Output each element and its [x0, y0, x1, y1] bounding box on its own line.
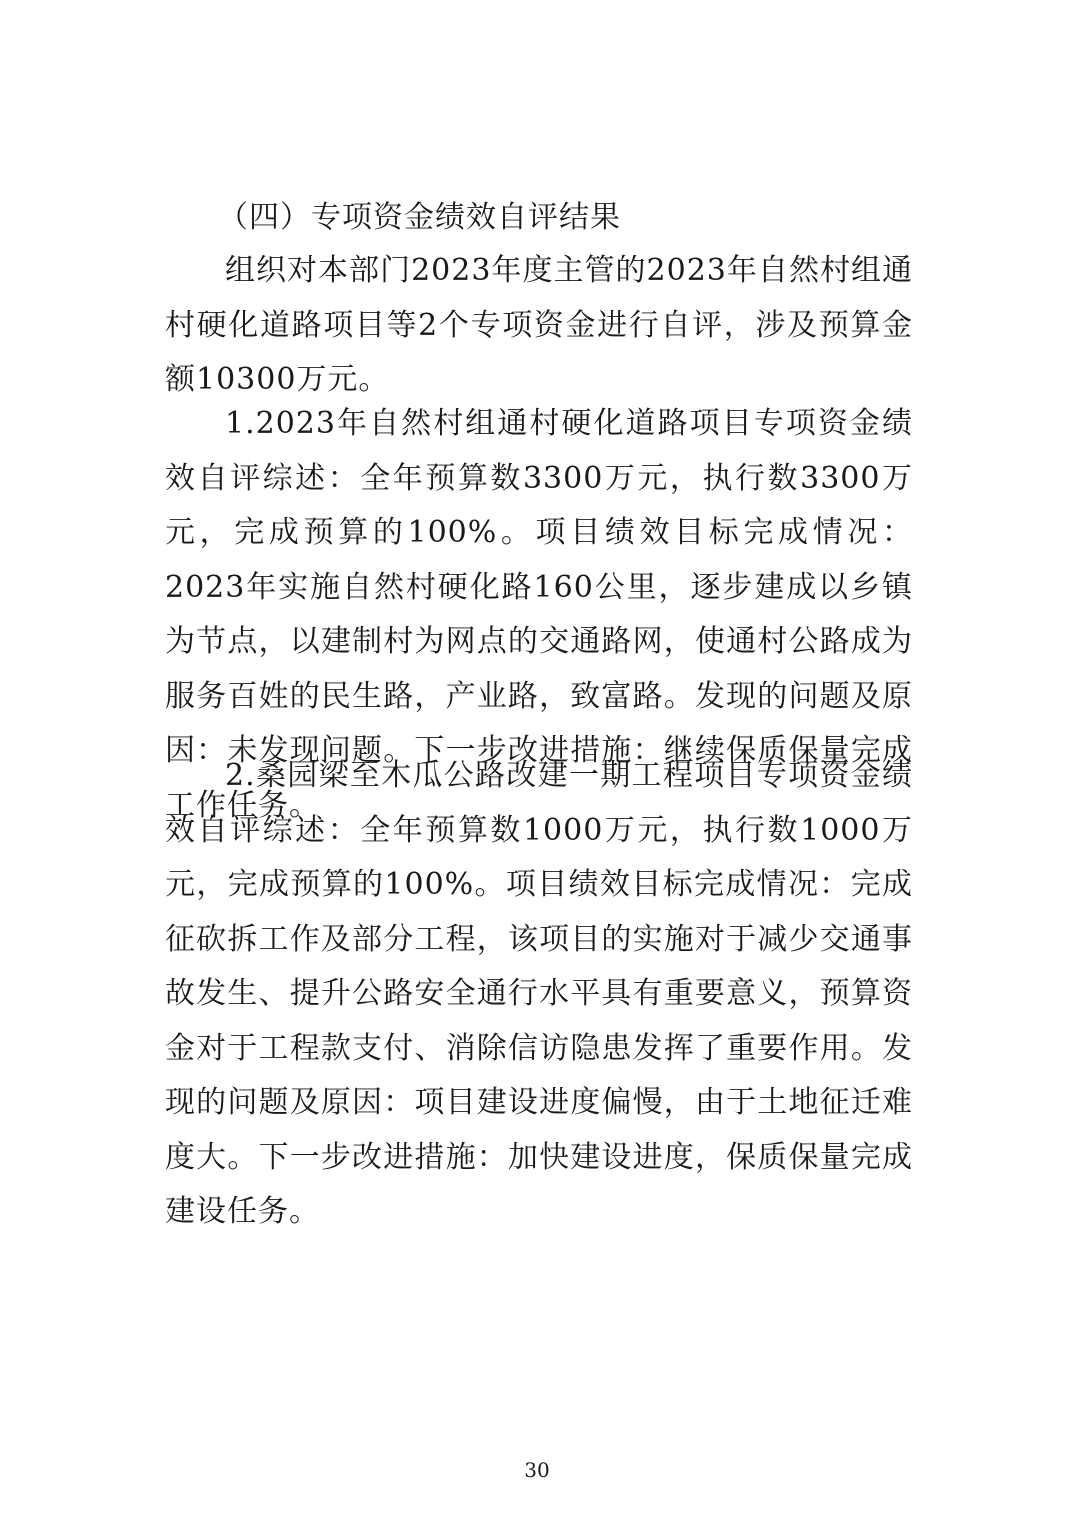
- project-1-paragraph: 1.2023年自然村组通村硬化道路项目专项资金绩效自评综述：全年预算数3300万元，执行数3300万元，完成预算的100%。项目绩效目标完成情况：2023年实施自然村硬化路160公里，逐步建成以乡镇为节点，以建制村为网点的交通路网，使通村公路成为服务百姓的民生路，产业路，致富路。发现的问题及原因：未发现问题。下一步改进措施：继续保质保量完成工作任务。: [165, 406, 913, 823]
- page-number: 30: [524, 1458, 550, 1482]
- summary-paragraph: 组织对本部门2023年度主管的2023年自然村组通村硬化道路项目等2个专项资金进行自评，涉及预算金额10300万元。: [165, 253, 913, 397]
- project-2-paragraph: 2.桑园梁至木瓜公路改建一期工程项目专项资金绩效自评综述：全年预算数1000万元，执行数1000万元，完成预算的100%。项目绩效目标完成情况：完成征砍拆工作及部分工程，该项目的实施对于减少交通事故发生、提升公路安全通行水平具有重要意义，预算资金对于工程款支付、消除信访隐患发挥了重要作用。发现的问题及原因：项目建设进度偏慢，由于土地征迁难度大。下一步改进措施：加快建设进度，保质保量完成建设任务。: [165, 758, 913, 1229]
- section-heading: （四）专项资金绩效自评结果: [218, 200, 621, 235]
